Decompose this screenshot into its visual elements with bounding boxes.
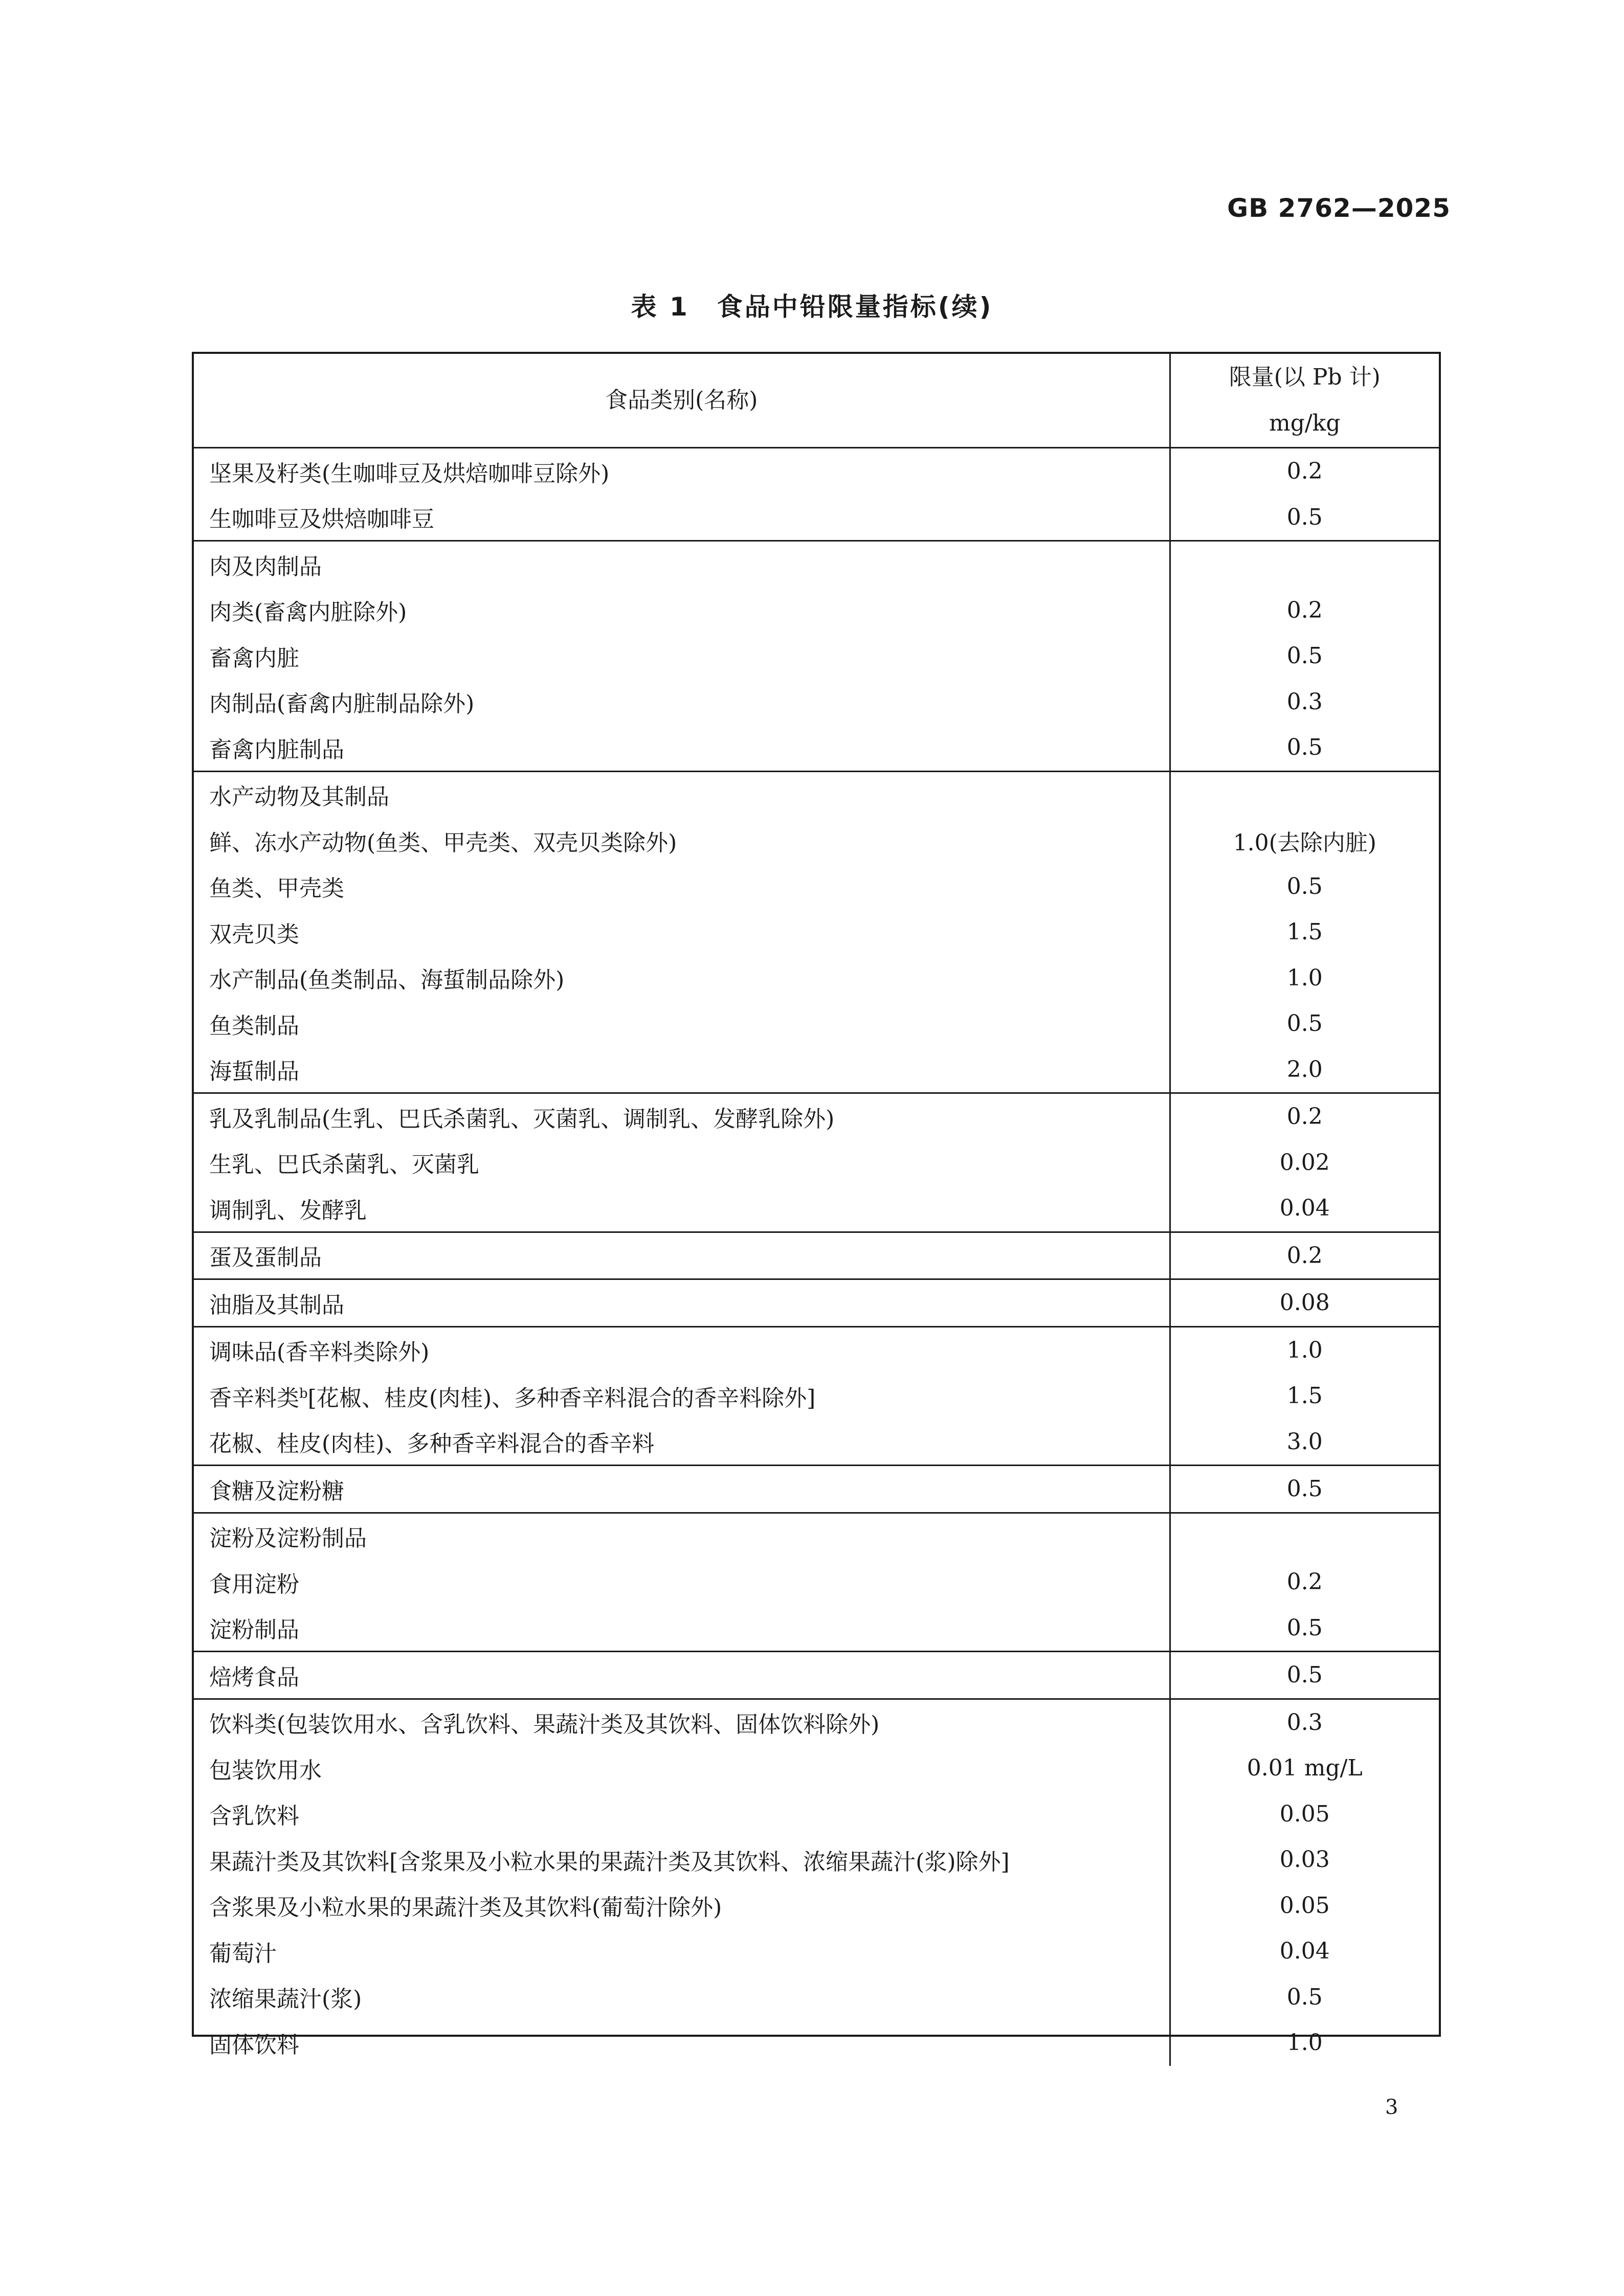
- limit-cell: 0.5: [1286, 1984, 1323, 2010]
- page-number: 3: [1385, 2096, 1398, 2119]
- table-row: [194, 679, 1439, 725]
- limit-cell: 1.0: [1170, 1326, 1439, 1373]
- category-cell: 淀粉制品: [194, 1605, 1170, 1652]
- limit-cell: 0.3: [1286, 688, 1323, 715]
- table-row: [194, 864, 1439, 910]
- limit-cell: 0.5: [1286, 734, 1323, 761]
- table-row: [194, 494, 1439, 541]
- table-row: [194, 1745, 1439, 1791]
- lead-limit-table: [192, 352, 1441, 2058]
- category-cell: 畜禽内脏制品: [194, 725, 1170, 771]
- limit-cell: [1170, 771, 1439, 818]
- category-cell: 海蜇制品: [194, 1047, 1170, 1093]
- table-title: 表 1 食品中铅限量指标(续): [631, 292, 993, 322]
- category-cell: 固体饮料: [194, 2020, 1170, 2066]
- table-header-row: [194, 354, 1439, 448]
- limit-cell: [1170, 541, 1439, 588]
- category-cell: 调制乳、发酵乳: [194, 1185, 1170, 1232]
- category-cell: 鱼类制品: [194, 1001, 1170, 1047]
- limit-cell: 0.5: [1286, 873, 1323, 899]
- limit-cell: 0.01 mg/L: [1247, 1755, 1363, 1782]
- category-cell: 包装饮用水: [194, 1745, 1170, 1791]
- limit-cell: 0.2: [1170, 1232, 1439, 1279]
- limit-cell: 0.2: [1286, 1569, 1323, 1595]
- table-row: [194, 1699, 1439, 1745]
- category-cell: 水产动物及其制品: [194, 771, 1170, 818]
- table-row: [194, 1140, 1439, 1186]
- category-cell: 生乳、巴氏杀菌乳、灭菌乳: [194, 1140, 1170, 1186]
- limit-cell: 0.04: [1279, 1938, 1330, 1965]
- limit-cell: 0.2: [1286, 458, 1323, 485]
- category-cell: 含浆果及小粒水果的果蔬汁类及其饮料(葡萄汁除外): [194, 1883, 1170, 1929]
- header-limit-unit: mg/kg: [1269, 410, 1341, 436]
- table-row: [194, 771, 1439, 818]
- table-row: [194, 1928, 1439, 1974]
- limit-cell: 0.2: [1286, 597, 1323, 623]
- category-cell: 含乳饮料: [194, 1791, 1170, 1837]
- limit-cell: 0.5: [1286, 1614, 1323, 1641]
- category-text: 香辛料类: [209, 1385, 299, 1411]
- category-cell: 食用淀粉: [194, 1559, 1170, 1605]
- limit-cell: 0.5: [1286, 1010, 1323, 1037]
- limit-cell: 0.05: [1279, 1800, 1330, 1827]
- category-cell: [194, 1373, 1170, 1419]
- table-row: [194, 1883, 1439, 1929]
- table-row: [194, 1466, 1439, 1513]
- limit-cell: 0.03: [1279, 1847, 1330, 1873]
- limit-cell: 3.0: [1286, 1428, 1323, 1455]
- limit-cell: [1170, 1513, 1439, 1559]
- table-row: [194, 1605, 1439, 1652]
- table-row: [194, 1093, 1439, 1140]
- category-cell: 畜禽内脏: [194, 633, 1170, 679]
- category-cell: 双壳贝类: [194, 909, 1170, 955]
- category-text-suffix: [花椒、桂皮(肉桂)、多种香辛料混合的香辛料除外]: [307, 1385, 816, 1411]
- category-cell: 肉制品(畜禽内脏制品除外): [194, 679, 1170, 725]
- limit-cell: 0.04: [1279, 1195, 1330, 1222]
- header-limit-line1: 限量(以 Pb 计): [1229, 364, 1381, 390]
- category-cell: 葡萄汁: [194, 1928, 1170, 1974]
- category-cell: 饮料类(包装饮用水、含乳饮料、果蔬汁类及其饮料、固体饮料除外): [194, 1699, 1170, 1745]
- limit-cell: 0.5: [1286, 643, 1323, 669]
- category-cell: 蛋及蛋制品: [194, 1232, 1170, 1279]
- limit-cell: 0.2: [1170, 1093, 1439, 1140]
- table-row: [194, 1559, 1439, 1605]
- table-row: [194, 1513, 1439, 1559]
- table-row: [194, 541, 1439, 588]
- standard-code: GB 2762—2025: [1227, 193, 1451, 223]
- category-cell: 焙烤食品: [194, 1652, 1170, 1699]
- table-row: [194, 818, 1439, 864]
- table-row: [194, 2020, 1439, 2066]
- limit-cell: 1.0: [1286, 964, 1323, 991]
- table-row: [194, 1791, 1439, 1837]
- table-row: [194, 1001, 1439, 1047]
- limit-cell: 0.08: [1170, 1279, 1439, 1327]
- table-row: [194, 1974, 1439, 2020]
- table-row: [194, 1279, 1439, 1327]
- limit-cell: 1.5: [1286, 1383, 1323, 1409]
- category-cell: 花椒、桂皮(肉桂)、多种香辛料混合的香辛料: [194, 1419, 1170, 1466]
- limit-cell: 0.05: [1279, 1892, 1330, 1919]
- limit-cell: 0.5: [1170, 1652, 1439, 1699]
- category-cell: 鱼类、甲壳类: [194, 864, 1170, 910]
- category-cell: 淀粉及淀粉制品: [194, 1513, 1170, 1559]
- category-cell: 肉类(畜禽内脏除外): [194, 588, 1170, 634]
- category-cell: 油脂及其制品: [194, 1279, 1170, 1327]
- limit-cell: 1.0(去除内脏): [1233, 829, 1376, 856]
- table-row: [194, 909, 1439, 955]
- limit-cell: 0.02: [1279, 1149, 1330, 1176]
- category-cell: 食糖及淀粉糖: [194, 1466, 1170, 1513]
- category-cell: 肉及肉制品: [194, 541, 1170, 588]
- table-row: [194, 1419, 1439, 1466]
- table-row: [194, 1047, 1439, 1093]
- footnote-marker: b: [299, 1386, 308, 1402]
- table-row: [194, 1185, 1439, 1232]
- limit-cell: 1.0: [1286, 2030, 1323, 2056]
- category-cell: 鲜、冻水产动物(鱼类、甲壳类、双壳贝类除外): [194, 818, 1170, 864]
- header-limit: [1170, 354, 1439, 448]
- table-row: [194, 1837, 1439, 1883]
- header-food-category: 食品类别(名称): [194, 354, 1170, 448]
- category-cell: 浓缩果蔬汁(浆): [194, 1974, 1170, 2020]
- table-row: [194, 955, 1439, 1001]
- table-row: [194, 633, 1439, 679]
- limit-cell: 0.5: [1170, 1466, 1439, 1513]
- category-cell: 果蔬汁类及其饮料[含浆果及小粒水果的果蔬汁类及其饮料、浓缩果蔬汁(浆)除外]: [194, 1837, 1170, 1883]
- table-row: [194, 1652, 1439, 1699]
- category-cell: 水产制品(鱼类制品、海蜇制品除外): [194, 955, 1170, 1001]
- table-row: [194, 725, 1439, 771]
- table-row: [194, 448, 1439, 494]
- table-row: [194, 588, 1439, 634]
- category-cell: 调味品(香辛料类除外): [194, 1326, 1170, 1373]
- category-cell: 生咖啡豆及烘焙咖啡豆: [194, 494, 1170, 541]
- category-cell: 坚果及籽类(生咖啡豆及烘焙咖啡豆除外): [194, 448, 1170, 494]
- limit-cell: 0.5: [1286, 504, 1323, 530]
- category-cell: 乳及乳制品(生乳、巴氏杀菌乳、灭菌乳、调制乳、发酵乳除外): [194, 1093, 1170, 1140]
- table-row: [194, 1232, 1439, 1279]
- table-row: [194, 1373, 1439, 1419]
- table-row: [194, 1326, 1439, 1373]
- limit-cell: 1.5: [1286, 919, 1323, 946]
- limit-cell: 2.0: [1286, 1056, 1323, 1083]
- limit-cell: 0.3: [1170, 1699, 1439, 1745]
